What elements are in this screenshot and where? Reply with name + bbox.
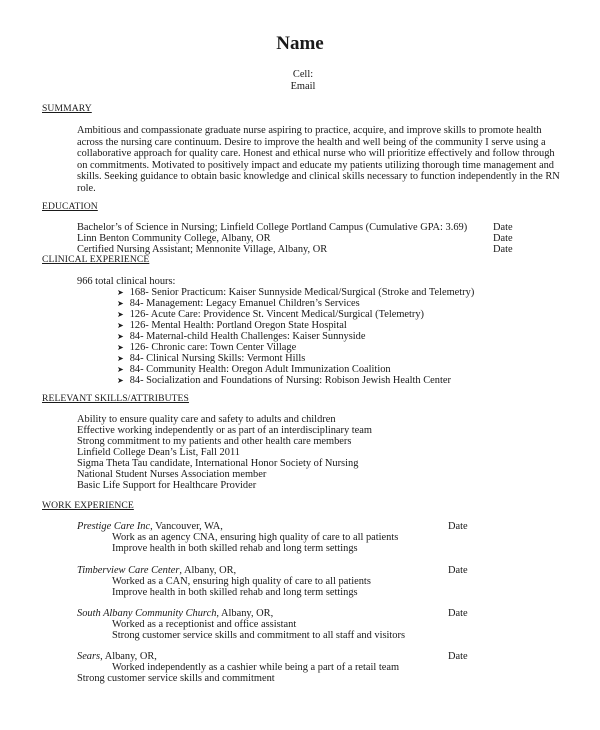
arrow-bullet-icon: ➤ [117, 354, 124, 363]
email-label: Email [290, 81, 316, 92]
arrow-bullet-icon: ➤ [117, 343, 124, 352]
arrow-bullet-icon: ➤ [117, 376, 124, 385]
employer-location: , Albany, OR, [216, 608, 274, 619]
skill-item: Strong commitment to my patients and other health care members [77, 436, 352, 447]
skill-item: Effective working independently or as part of an interdisciplinary team [77, 425, 372, 436]
skill-item: Basic Life Support for Healthcare Provider [77, 480, 257, 491]
employer-location: , Albany, OR, [100, 651, 157, 662]
arrow-bullet-icon: ➤ [117, 299, 124, 308]
arrow-bullet-icon: ➤ [117, 321, 124, 330]
employer-name: Sears [77, 651, 101, 662]
skills-heading: RELEVANT SKILLS/ATTRIBUTES [42, 393, 189, 404]
work-heading: WORK EXPERIENCE [42, 500, 134, 511]
clinical-item: ➤ 168- Senior Practicum: Kaiser Sunnyside Medical/Surgical (Stroke and Telemetry) [117, 287, 475, 298]
education-item: Linn Benton Community College, Albany, OR [77, 233, 271, 244]
clinical-item: ➤ 126- Mental Health: Portland Oregon State Hospital [117, 320, 347, 331]
job-date: Date [448, 651, 468, 662]
job-title-line [77, 651, 157, 663]
job-date: Date [448, 565, 468, 576]
job-detail: Improve health in both skilled rehab and long term settings [112, 587, 358, 598]
education-date: Date [493, 244, 513, 255]
skill-item: Linfield College Dean’s List, Fall 2011 [77, 447, 240, 458]
education-item: Bachelor’s of Science in Nursing; Linfield College Portland Campus (Cumulative GPA: 3.69) [77, 222, 468, 233]
job-title-line [77, 521, 223, 533]
job-title-line [77, 565, 236, 577]
job-detail: Work as an agency CNA, ensuring high quality of care to all patients [112, 532, 399, 543]
job-date: Date [448, 521, 468, 532]
education-heading: EDUCATION [42, 201, 98, 212]
employer-name: South Albany Community Church [77, 608, 217, 619]
skill-item: Ability to ensure quality care and safety to adults and children [77, 414, 336, 425]
job-detail: Worked as a receptionist and office assistant [112, 619, 297, 630]
skill-item: Sigma Theta Tau candidate, International Honor Society of Nursing [77, 458, 359, 469]
arrow-bullet-icon: ➤ [117, 288, 124, 297]
arrow-bullet-icon: ➤ [117, 310, 124, 319]
cell-label: Cell: [292, 69, 314, 80]
resume-name: Name [276, 33, 324, 54]
clinical-item: ➤ 126- Acute Care: Providence St. Vincent Medical/Surgical (Telemetry) [117, 309, 425, 320]
job-date: Date [448, 608, 468, 619]
employer-name: Prestige Care Inc [77, 521, 151, 532]
job-detail: Improve health in both skilled rehab and long term settings [112, 543, 358, 554]
employer-location: , Vancouver, WA, [150, 521, 223, 532]
arrow-bullet-icon: ➤ [117, 332, 124, 341]
arrow-bullet-icon: ➤ [117, 365, 124, 374]
job-title-line [77, 608, 273, 620]
summary-heading: SUMMARY [42, 103, 92, 114]
skill-item: National Student Nurses Association member [77, 469, 267, 480]
clinical-item: ➤ 84- Clinical Nursing Skills: Vermont Hills [117, 353, 306, 364]
clinical-item: ➤ 84- Management: Legacy Emanuel Children’s Services [117, 298, 360, 309]
education-date: Date [493, 222, 513, 233]
summary-text: Ambitious and compassionate graduate nurse aspiring to practice, acquire, and improve skills to promote health across the nursing care continuum. Desire to improve the health and well being of the community I serve using a collaborative approach for quality care. Honest and ethical nurse who will prioritize effectively and follow through on commitments. Motivated to positively impact and educate my patients utilizing thorough time management and skills. Seeking guidance to obtain basic knowledge and clinical skills necessary to function independently in the RN role. [77, 125, 560, 194]
employer-location: , Albany, OR, [179, 565, 237, 576]
job-detail: Strong customer service skills and commitment [77, 673, 275, 684]
education-item: Certified Nursing Assistant; Mennonite Village, Albany, OR [77, 244, 328, 255]
clinical-item: ➤ 126- Chronic care: Town Center Village [117, 342, 297, 353]
job-detail: Worked as a CAN, ensuring high quality of care to all patients [112, 576, 371, 587]
clinical-heading: CLINICAL EXPERIENCE [42, 254, 150, 265]
education-date: Date [493, 233, 513, 244]
clinical-item: ➤ 84- Community Health: Oregon Adult Immunization Coalition [117, 364, 391, 375]
employer-name: Timberview Care Center [77, 565, 180, 576]
clinical-total: 966 total clinical hours: [77, 276, 176, 287]
job-detail: Strong customer service skills and commitment to all staff and visitors [112, 630, 406, 641]
clinical-item: ➤ 84- Maternal-child Health Challenges: Kaiser Sunnyside [117, 331, 366, 342]
clinical-item: ➤ 84- Socialization and Foundations of Nursing: Robison Jewish Health Center [117, 375, 451, 386]
job-detail: Worked independently as a cashier while being a part of a retail team [112, 662, 400, 673]
